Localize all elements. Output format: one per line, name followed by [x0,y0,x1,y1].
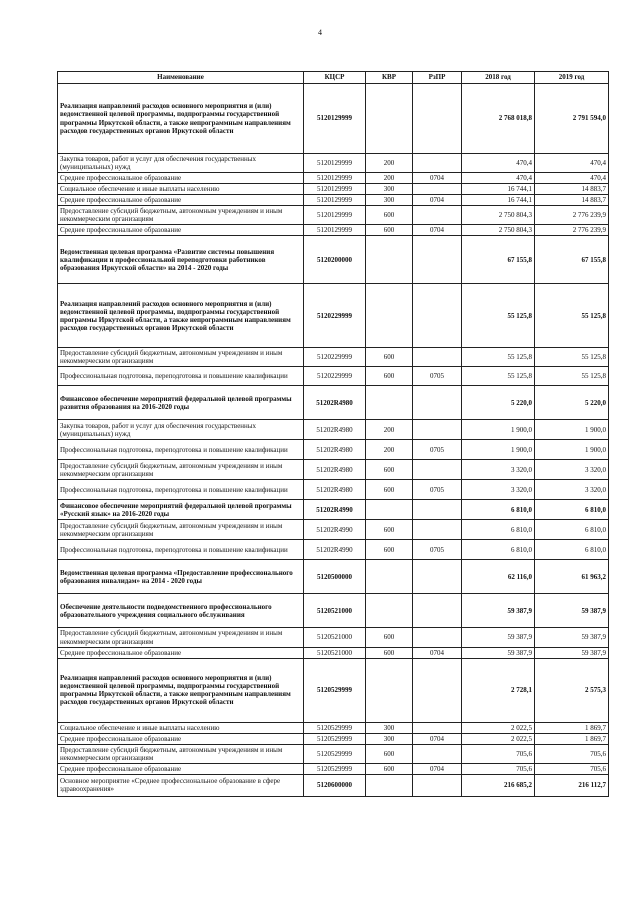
row-kcsr: 5120129999 [304,206,366,225]
row-name: Профессиональная подготовка, переподготовка и повышение квалификации [58,367,304,386]
row-value-2018: 470,4 [462,154,535,173]
row-kcsr: 51202R4980 [304,460,366,480]
row-kcsr: 5120529999 [304,722,366,733]
row-kcsr: 5120529999 [304,658,366,722]
row-rzpr: 0704 [413,173,462,184]
row-rzpr [413,594,462,628]
row-value-2018: 3 320,0 [462,480,535,500]
row-name: Среднее профессиональное образование [58,733,304,744]
row-rzpr: 0704 [413,733,462,744]
table-row [58,173,609,184]
row-value-2018: 2 022,5 [462,722,535,733]
row-kcsr: 5120521000 [304,628,366,647]
row-name: Среднее профессиональное образование [58,173,304,184]
table-row [58,206,609,225]
table-row [58,184,609,195]
row-name: Среднее профессиональное образование [58,763,304,774]
row-rzpr [413,500,462,520]
row-kcsr: 5120129999 [304,173,366,184]
table-row [58,560,609,594]
row-name: Предоставление субсидий бюджетным, автономным учреждениям и иным некоммерческим организациям [58,744,304,763]
table-row [58,84,609,154]
row-name: Предоставление субсидий бюджетным, автономным учреждениям и иным некоммерческим организациям [58,206,304,225]
row-rzpr [413,722,462,733]
row-kcsr: 51202R4980 [304,440,366,460]
row-value-2018: 16 744,1 [462,184,535,195]
row-rzpr [413,284,462,348]
table-row [58,733,609,744]
table-row [58,722,609,733]
row-value-2018: 2 750 804,3 [462,225,535,236]
table-row [58,658,609,722]
row-value-2019: 55 125,8 [535,284,609,348]
row-value-2018: 2 768 018,8 [462,84,535,154]
row-kcsr: 51202R4980 [304,386,366,420]
row-name: Предоставление субсидий бюджетным, автономным учреждениям и иным некоммерческим организациям [58,628,304,647]
row-kvr: 300 [366,733,413,744]
row-kvr [366,386,413,420]
row-kcsr: 5120529999 [304,733,366,744]
row-value-2019: 1 900,0 [535,440,609,460]
table-row [58,154,609,173]
row-value-2019: 55 125,8 [535,348,609,367]
row-name: Среднее профессиональное образование [58,647,304,658]
row-kvr [366,560,413,594]
row-rzpr [413,520,462,540]
budget-table [57,71,609,797]
row-kcsr: 5120129999 [304,184,366,195]
row-value-2019: 59 387,9 [535,647,609,658]
row-value-2019: 6 810,0 [535,540,609,560]
row-value-2018: 2 728,1 [462,658,535,722]
row-kvr: 600 [366,520,413,540]
row-rzpr: 0705 [413,480,462,500]
row-value-2019: 470,4 [535,173,609,184]
row-kvr [366,84,413,154]
row-value-2018: 470,4 [462,173,535,184]
row-rzpr: 0705 [413,440,462,460]
row-value-2019: 55 125,8 [535,367,609,386]
row-value-2019: 6 810,0 [535,500,609,520]
table-row [58,367,609,386]
row-name: Предоставление субсидий бюджетным, автономным учреждениям и иным некоммерческим организациям [58,520,304,540]
row-kvr: 600 [366,647,413,658]
header-rzpr: РзПР [413,72,462,84]
row-kvr [366,658,413,722]
row-kcsr: 5120500000 [304,560,366,594]
row-value-2018: 6 810,0 [462,520,535,540]
row-name: Среднее профессиональное образование [58,195,304,206]
row-name: Закупка товаров, работ и услуг для обеспечения государственных (муниципальных) нужд [58,154,304,173]
row-kvr: 200 [366,440,413,460]
row-value-2018: 16 744,1 [462,195,535,206]
table-row [58,500,609,520]
row-value-2018: 59 387,9 [462,628,535,647]
header-kcsr: КЦСР [304,72,366,84]
row-value-2018: 705,6 [462,763,535,774]
row-value-2019: 14 883,7 [535,184,609,195]
row-value-2018: 6 810,0 [462,540,535,560]
row-rzpr [413,84,462,154]
row-value-2019: 59 387,9 [535,594,609,628]
row-value-2019: 2 575,3 [535,658,609,722]
row-kcsr: 5120600000 [304,774,366,796]
row-kcsr: 5120200000 [304,236,366,284]
row-value-2018: 67 155,8 [462,236,535,284]
row-rzpr [413,184,462,195]
table-row [58,540,609,560]
row-kcsr: 51202R4990 [304,540,366,560]
row-kcsr: 5120129999 [304,154,366,173]
row-value-2019: 1 869,7 [535,733,609,744]
table-row [58,774,609,796]
row-value-2018: 3 320,0 [462,460,535,480]
row-value-2019: 59 387,9 [535,628,609,647]
table-row [58,594,609,628]
row-name: Финансовое обеспечение мероприятий федеральной целевой программы «Русский язык» на 2016-2020 годы [58,500,304,520]
row-rzpr [413,658,462,722]
row-kvr: 300 [366,195,413,206]
table-row [58,520,609,540]
row-kcsr: 5120529999 [304,763,366,774]
row-kcsr: 5120229999 [304,348,366,367]
row-kcsr: 5120521000 [304,594,366,628]
row-kvr: 600 [366,225,413,236]
table-row [58,195,609,206]
row-value-2019: 705,6 [535,763,609,774]
row-name: Профессиональная подготовка, переподготовка и повышение квалификации [58,440,304,460]
row-rzpr: 0705 [413,367,462,386]
row-value-2018: 1 900,0 [462,420,535,440]
table-row [58,420,609,440]
row-value-2018: 2 750 804,3 [462,206,535,225]
row-rzpr [413,236,462,284]
table-row [58,460,609,480]
table-row [58,440,609,460]
row-value-2018: 1 900,0 [462,440,535,460]
row-kcsr: 51202R4980 [304,480,366,500]
row-rzpr: 0704 [413,225,462,236]
table-row [58,763,609,774]
row-value-2019: 6 810,0 [535,520,609,540]
row-name: Профессиональная подготовка, переподготовка и повышение квалификации [58,480,304,500]
row-rzpr [413,460,462,480]
row-value-2018: 55 125,8 [462,284,535,348]
row-kvr: 600 [366,348,413,367]
header-2019: 2019 год [535,72,609,84]
row-kcsr: 5120229999 [304,284,366,348]
header-kvr: КВР [366,72,413,84]
row-name: Предоставление субсидий бюджетным, автономным учреждениям и иным некоммерческим организациям [58,460,304,480]
table-row [58,284,609,348]
row-name: Финансовое обеспечение мероприятий федеральной целевой программы развития образования на 2016-2020 годы [58,386,304,420]
row-rzpr [413,628,462,647]
row-value-2019: 67 155,8 [535,236,609,284]
row-value-2018: 59 387,9 [462,647,535,658]
row-rzpr [413,420,462,440]
table-row [58,480,609,500]
row-rzpr: 0705 [413,540,462,560]
row-kvr [366,774,413,796]
row-kvr: 200 [366,173,413,184]
table-header-row [58,72,609,84]
row-name: Социальное обеспечение и иные выплаты населению [58,722,304,733]
row-kcsr: 51202R4990 [304,520,366,540]
row-name: Ведомственная целевая программа «Развитие системы повышения квалификации и профессиональной переподготовки работников образования Иркутской области» на 2014 - 2020 годы [58,236,304,284]
row-value-2019: 1 869,7 [535,722,609,733]
row-kcsr: 5120129999 [304,84,366,154]
row-kvr [366,594,413,628]
row-kvr [366,284,413,348]
row-value-2019: 3 320,0 [535,460,609,480]
table-row [58,236,609,284]
row-value-2019: 2 776 239,9 [535,206,609,225]
row-value-2018: 55 125,8 [462,367,535,386]
row-kvr: 600 [366,763,413,774]
row-name: Реализация направлений расходов основного мероприятия и (или) ведомственной целевой программы, подпрограммы государственной программы Иркутской области, а также непрограммным направлениям расходов государственных органов Иркутской области [58,658,304,722]
row-value-2018: 59 387,9 [462,594,535,628]
row-kvr: 600 [366,367,413,386]
header-name: Наименование [58,72,304,84]
row-value-2019: 5 220,0 [535,386,609,420]
row-value-2019: 216 112,7 [535,774,609,796]
row-kvr: 600 [366,628,413,647]
row-kvr: 200 [366,154,413,173]
row-value-2019: 2 791 594,0 [535,84,609,154]
row-kvr: 600 [366,744,413,763]
row-kcsr: 5120521000 [304,647,366,658]
table-row [58,647,609,658]
row-kcsr: 51202R4990 [304,500,366,520]
row-name: Основное мероприятие «Среднее профессиональное образование в сфере здравоохранения» [58,774,304,796]
row-name: Среднее профессиональное образование [58,225,304,236]
row-kcsr: 5120129999 [304,225,366,236]
row-rzpr [413,348,462,367]
row-rzpr [413,154,462,173]
row-kvr: 600 [366,480,413,500]
row-rzpr [413,774,462,796]
header-2018: 2018 год [462,72,535,84]
row-kcsr: 5120529999 [304,744,366,763]
row-name: Обеспечение деятельности подведомственного профессионального образовательного учреждения социального обслуживания [58,594,304,628]
row-kvr: 200 [366,420,413,440]
table-row [58,628,609,647]
row-value-2019: 470,4 [535,154,609,173]
table-row [58,386,609,420]
row-value-2018: 55 125,8 [462,348,535,367]
row-rzpr [413,744,462,763]
page-number: 4 [318,28,322,37]
row-kvr: 300 [366,722,413,733]
row-value-2018: 6 810,0 [462,500,535,520]
table-body [58,84,609,797]
row-name: Социальное обеспечение и иные выплаты населению [58,184,304,195]
row-rzpr [413,560,462,594]
row-kcsr: 51202R4980 [304,420,366,440]
row-kcsr: 5120129999 [304,195,366,206]
table-row [58,225,609,236]
row-value-2019: 14 883,7 [535,195,609,206]
row-value-2019: 61 963,2 [535,560,609,594]
row-value-2019: 705,6 [535,744,609,763]
row-kvr: 600 [366,460,413,480]
row-name: Реализация направлений расходов основного мероприятия и (или) ведомственной целевой программы, подпрограммы государственной программы Иркутской области, а также непрограммным направлениям расходов государственных органов Иркутской области [58,84,304,154]
row-kvr: 600 [366,540,413,560]
row-rzpr: 0704 [413,195,462,206]
table-row [58,348,609,367]
row-value-2019: 3 320,0 [535,480,609,500]
row-value-2018: 62 116,0 [462,560,535,594]
table-row [58,744,609,763]
row-name: Предоставление субсидий бюджетным, автономным учреждениям и иным некоммерческим организациям [58,348,304,367]
row-value-2019: 1 900,0 [535,420,609,440]
row-value-2018: 705,6 [462,744,535,763]
row-name: Профессиональная подготовка, переподготовка и повышение квалификации [58,540,304,560]
row-value-2018: 5 220,0 [462,386,535,420]
row-kvr [366,500,413,520]
row-name: Закупка товаров, работ и услуг для обеспечения государственных (муниципальных) нужд [58,420,304,440]
row-rzpr [413,386,462,420]
row-kcsr: 5120229999 [304,367,366,386]
row-kvr [366,236,413,284]
row-kvr: 600 [366,206,413,225]
row-value-2018: 216 685,2 [462,774,535,796]
row-rzpr [413,206,462,225]
row-name: Ведомственная целевая программа «Предоставление профессионального образования инвалидам» на 2014 - 2020 годы [58,560,304,594]
row-kvr: 300 [366,184,413,195]
row-rzpr: 0704 [413,763,462,774]
row-value-2018: 2 022,5 [462,733,535,744]
row-value-2019: 2 776 239,9 [535,225,609,236]
row-name: Реализация направлений расходов основного мероприятия и (или) ведомственной целевой программы, подпрограммы государственной программы Иркутской области, а также непрограммным направлениям расходов государственных органов Иркутской области [58,284,304,348]
row-rzpr: 0704 [413,647,462,658]
